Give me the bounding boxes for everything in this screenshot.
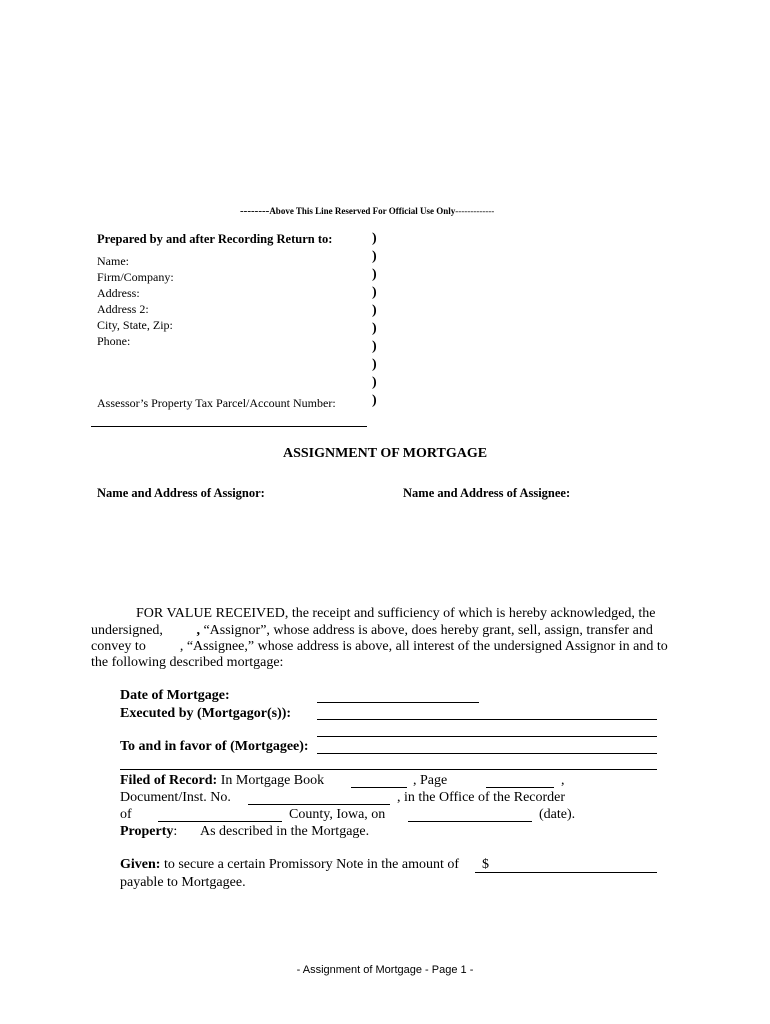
convey-to-text: convey to bbox=[91, 639, 146, 654]
property-value: As described in the Mortgage. bbox=[200, 824, 370, 839]
separator-line bbox=[91, 426, 367, 427]
body-line-1: FOR VALUE RECEIVED, the receipt and sufficiency of which is hereby acknowledged, the bbox=[136, 606, 656, 621]
official-use-notice bbox=[240, 205, 494, 217]
assignor-heading: Name and Address of Assignor: bbox=[97, 486, 265, 500]
given-row bbox=[120, 857, 459, 873]
body-line-2 bbox=[91, 623, 653, 639]
dashes-right: ------------- bbox=[455, 206, 495, 216]
given-label: Given: bbox=[120, 857, 161, 872]
body-line-3 bbox=[91, 639, 668, 655]
address2-label: Address 2: bbox=[97, 302, 149, 316]
office-of-recorder-text: , in the Office of the Recorder bbox=[397, 790, 566, 805]
footer-text: Assignment of Mortgage - Page 1 bbox=[302, 964, 467, 976]
county-blank bbox=[158, 821, 282, 822]
property-label: Property bbox=[120, 824, 174, 839]
in-favor-of-label: To and in favor of (Mortgagee): bbox=[120, 739, 309, 754]
page-footer bbox=[0, 964, 770, 976]
payable-text: payable to Mortgagee. bbox=[120, 875, 246, 890]
phone-label: Phone: bbox=[97, 334, 131, 348]
page-label: , Page bbox=[413, 773, 448, 788]
paren: ) bbox=[372, 267, 377, 282]
paren: ) bbox=[372, 231, 377, 246]
mortgage-book-text: In Mortgage Book bbox=[220, 773, 325, 788]
address-label: Address: bbox=[97, 286, 140, 300]
paren: ) bbox=[372, 393, 377, 408]
footer-dash-right: - bbox=[469, 964, 474, 976]
filed-of-record-label: Filed of Record: bbox=[120, 773, 218, 788]
prepared-by-title: Prepared by and after Recording Return to: bbox=[97, 232, 333, 246]
paren: ) bbox=[372, 321, 377, 336]
date-of-mortgage-label: Date of Mortgage: bbox=[120, 688, 230, 703]
paren: ) bbox=[372, 339, 377, 354]
footer-dash-left: - bbox=[296, 964, 301, 976]
date-of-mortgage-blank bbox=[317, 702, 479, 703]
paren: ) bbox=[372, 285, 377, 300]
amount-blank bbox=[475, 872, 657, 873]
assignee-clause: , “Assignee,” whose address is above, all interest of the undersigned Assignor in and to bbox=[179, 639, 668, 654]
body-line-4: the following described mortgage: bbox=[91, 655, 284, 670]
assignee-heading: Name and Address of Assignee: bbox=[403, 486, 571, 500]
comma: , bbox=[196, 623, 200, 638]
dashes-left: -------- bbox=[240, 205, 270, 217]
filed-of-record-row bbox=[120, 773, 324, 789]
paren: ) bbox=[372, 303, 377, 318]
firm-label: Firm/Company: bbox=[97, 270, 174, 284]
property-colon: : bbox=[173, 824, 178, 839]
dollar-sign: $ bbox=[482, 857, 489, 872]
date-label: (date). bbox=[539, 807, 576, 822]
official-use-text: Above This Line Reserved For Official Use Only bbox=[269, 206, 456, 216]
paren: ) bbox=[372, 249, 377, 264]
city-state-zip-label: City, State, Zip: bbox=[97, 318, 173, 332]
assignor-clause: “Assignor”, whose address is above, does hereby grant, sell, assign, transfer and bbox=[203, 623, 653, 638]
mortgagee-blank bbox=[317, 753, 657, 754]
page-comma: , bbox=[561, 773, 565, 788]
document-title: ASSIGNMENT OF MORTGAGE bbox=[282, 446, 488, 461]
mortgagee-blank-2 bbox=[120, 769, 657, 770]
recording-date-blank bbox=[408, 821, 532, 822]
undersigned-text: undersigned, bbox=[91, 623, 163, 638]
mortgagor-blank bbox=[317, 719, 657, 720]
page-blank bbox=[486, 787, 554, 788]
paren: ) bbox=[372, 357, 377, 372]
name-label: Name: bbox=[97, 254, 129, 268]
assessor-label: Assessor’s Property Tax Parcel/Account Number: bbox=[97, 396, 336, 410]
executed-by-label: Executed by (Mortgagor(s)): bbox=[120, 706, 292, 721]
county-iowa-text: County, Iowa, on bbox=[289, 807, 386, 822]
given-text: to secure a certain Promissory Note in the amount of bbox=[163, 857, 460, 872]
book-blank bbox=[351, 787, 407, 788]
paren: ) bbox=[372, 375, 377, 390]
of-label: of bbox=[120, 807, 132, 822]
property-row bbox=[120, 824, 177, 840]
doc-inst-blank bbox=[248, 804, 390, 805]
mortgagor-blank-2 bbox=[317, 736, 657, 737]
doc-inst-label: Document/Inst. No. bbox=[120, 790, 231, 805]
